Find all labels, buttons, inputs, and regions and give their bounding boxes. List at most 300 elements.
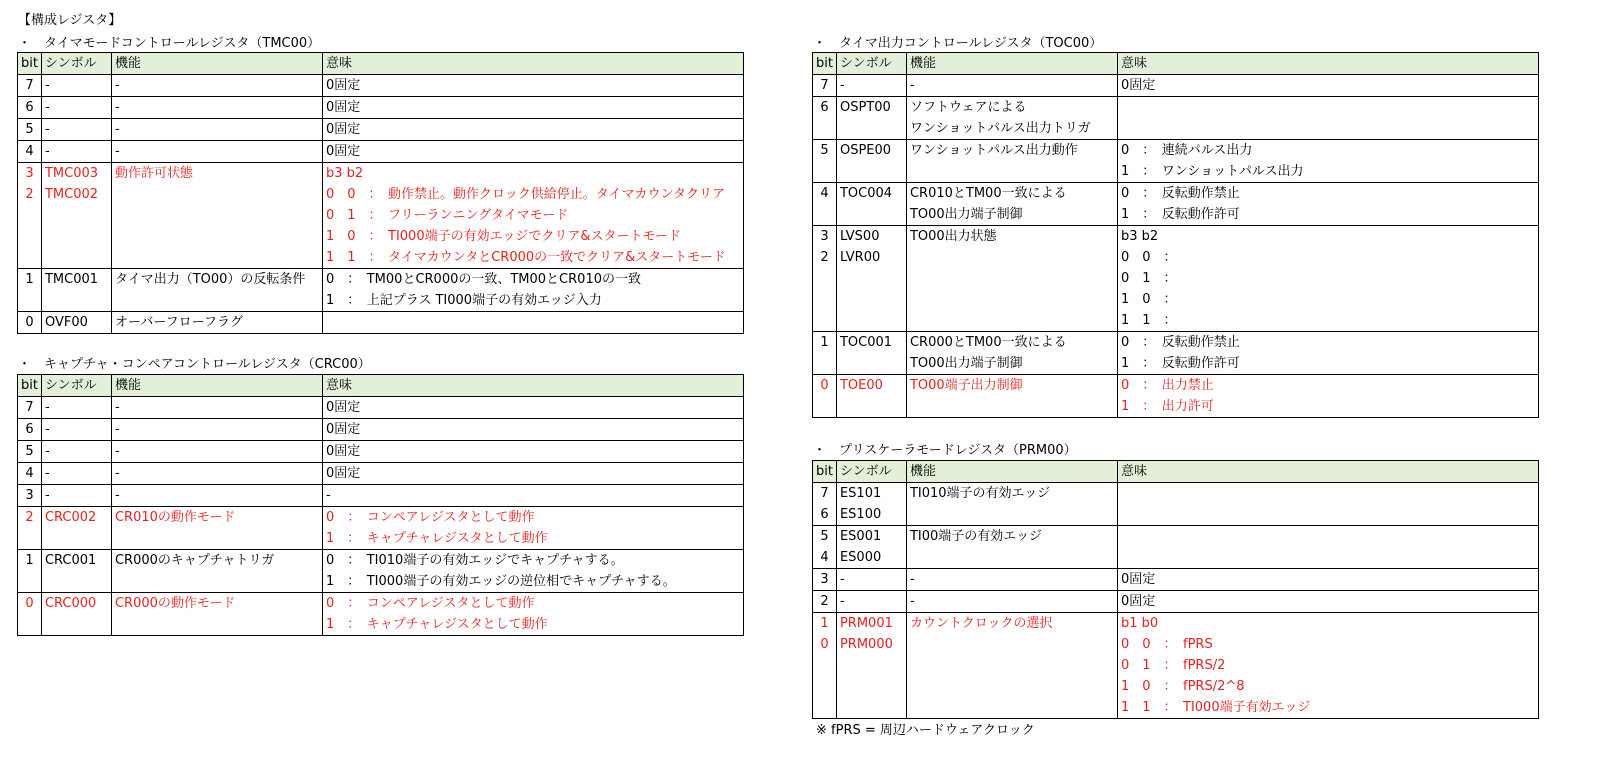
bit-cell [813, 526, 837, 569]
symbol-cell [836, 183, 906, 226]
table-row [18, 397, 744, 419]
bit-cell [18, 119, 42, 141]
cell-line: 4 [820, 550, 829, 565]
function-cell [906, 526, 1117, 569]
table-title: ・ キャプチャ・コンペアコントロールレジスタ（CRC00） [18, 357, 371, 372]
bit-cell [18, 269, 42, 312]
cell-line: 0 [820, 637, 829, 652]
bit-cell [813, 483, 837, 526]
cell-line: - [44, 444, 50, 459]
table-row [18, 75, 744, 97]
column-header: 機能 [906, 461, 1117, 483]
column-header: 機能 [111, 53, 322, 75]
meaning-cell [1117, 483, 1538, 526]
meaning-cell [322, 485, 743, 507]
symbol-cell [41, 141, 111, 163]
bit-cell [813, 569, 837, 591]
meaning-cell [322, 119, 743, 141]
cell-line: 0 [25, 596, 34, 611]
table-row [18, 141, 744, 163]
symbol-cell [836, 75, 906, 97]
register-table-crc00 [17, 374, 744, 636]
cell-line [326, 312, 740, 333]
cell-line: 4 [25, 466, 34, 481]
meaning-cell [1117, 183, 1538, 226]
cell-line: 5 [25, 122, 34, 137]
cell-line: - [44, 466, 50, 481]
symbol-cell [836, 483, 906, 526]
cell-line: CRC000 [44, 596, 97, 611]
column-header: bit [18, 375, 42, 397]
cell-line: オーバーフローフラグ [114, 315, 244, 330]
symbol-cell [41, 163, 111, 269]
table-row [18, 119, 744, 141]
bit-cell [18, 141, 42, 163]
cell-line: 0固定 [325, 400, 361, 415]
meaning-cell [322, 507, 743, 550]
bit-cell [813, 591, 837, 613]
table-row [18, 163, 744, 269]
function-cell [906, 97, 1117, 140]
bit-cell [813, 332, 837, 375]
cell-line: 0 0 ： fPRS [1120, 637, 1213, 652]
cell-line: - [909, 78, 915, 93]
cell-line: CR000とTM00一致による [909, 335, 1067, 350]
function-cell [111, 163, 322, 269]
meaning-cell [322, 97, 743, 119]
cell-line: 0 ： TI010端子の有効エッジでキャプチャする。 [325, 553, 624, 568]
table-row [813, 75, 1539, 97]
cell-line: 1 ： 出力許可 [1120, 399, 1214, 414]
cell-line: 6 [820, 507, 829, 522]
cell-line: 0 ： TM00とCR000の一致、TM00とCR010の一致 [325, 272, 641, 287]
cell-line: 0 1 ： フリーランニングタイマモード [325, 208, 569, 223]
bit-cell [813, 183, 837, 226]
section-title: 【構成レジスタ】 [18, 13, 122, 28]
cell-line: TOC004 [839, 186, 893, 201]
symbol-cell [836, 375, 906, 418]
meaning-cell [322, 463, 743, 485]
symbol-cell [41, 269, 111, 312]
header-row [18, 375, 744, 397]
cell-line: - [114, 78, 120, 93]
cell-line: LVS00 [839, 229, 880, 244]
cell-line: TMC003 [44, 166, 99, 181]
meaning-cell [1117, 97, 1538, 140]
cell-line: - [114, 144, 120, 159]
function-cell [906, 375, 1117, 418]
function-cell [906, 332, 1117, 375]
meaning-cell [1117, 332, 1538, 375]
cell-line: 1 ： 反転動作許可 [1120, 356, 1240, 371]
cell-line: 動作許可状態 [114, 166, 193, 181]
footnote: ※ fPRS = 周辺ハードウェアクロック [816, 723, 1035, 738]
column-header: シンボル [41, 53, 111, 75]
table-row [813, 97, 1539, 140]
symbol-cell [836, 332, 906, 375]
table-row [813, 226, 1539, 332]
table-row [18, 593, 744, 636]
function-cell [906, 591, 1117, 613]
cell-line: - [839, 78, 845, 93]
cell-line: カウントクロックの選択 [909, 616, 1053, 631]
column-header: シンボル [41, 375, 111, 397]
meaning-cell [1117, 569, 1538, 591]
symbol-cell [41, 463, 111, 485]
function-cell [111, 507, 322, 550]
function-cell [111, 119, 322, 141]
bit-cell [18, 485, 42, 507]
function-cell [906, 183, 1117, 226]
cell-line: - [44, 144, 50, 159]
cell-line: 0固定 [325, 122, 361, 137]
cell-line: 3 [820, 572, 829, 587]
table-row [813, 183, 1539, 226]
cell-line: TMC002 [44, 187, 99, 202]
cell-line: TMC001 [44, 272, 99, 287]
cell-line: - [325, 488, 331, 503]
meaning-cell [1117, 591, 1538, 613]
cell-line: PRM000 [839, 637, 893, 652]
symbol-cell [41, 97, 111, 119]
symbol-cell [41, 593, 111, 636]
cell-line: CR000のキャプチャトリガ [114, 553, 275, 568]
cell-line: ES001 [839, 529, 882, 544]
symbol-cell [836, 591, 906, 613]
symbol-cell [41, 550, 111, 593]
cell-line: 0 1 ： [1120, 271, 1177, 286]
cell-line: - [44, 400, 50, 415]
cell-line: 1 ： ワンショットパルス出力 [1120, 164, 1304, 179]
cell-line: PRM001 [839, 616, 893, 631]
table-row [18, 507, 744, 550]
meaning-cell [322, 550, 743, 593]
cell-line: 1 0 ： TI000端子の有効エッジでクリア&スタートモード [325, 229, 681, 244]
header-row [18, 53, 744, 75]
bit-cell [18, 550, 42, 593]
cell-line [1121, 483, 1535, 504]
cell-line: 4 [25, 144, 34, 159]
cell-line: 1 ： 上記プラス TI000端子の有効エッジ入力 [325, 293, 602, 308]
column-header: bit [18, 53, 42, 75]
cell-line: CR010の動作モード [114, 510, 236, 525]
cell-line: 1 [820, 335, 829, 350]
cell-line: LVR00 [839, 250, 881, 265]
cell-line: 0 [820, 378, 829, 393]
table-row [813, 613, 1539, 719]
bit-cell [813, 140, 837, 183]
function-cell [111, 312, 322, 334]
function-cell [111, 485, 322, 507]
cell-line [1121, 97, 1535, 118]
cell-line: b3 b2 [325, 166, 364, 181]
bit-cell [813, 226, 837, 332]
cell-line: ワンショットパルス出力トリガ [909, 121, 1091, 136]
cell-line: TO00端子出力制御 [909, 378, 1023, 393]
cell-line: 5 [820, 143, 829, 158]
symbol-cell [836, 97, 906, 140]
table-row [813, 569, 1539, 591]
cell-line: 3 [25, 488, 34, 503]
cell-line: 1 1 ： タイマカウンタとCR000の一致でクリア&スタートモード [325, 250, 726, 265]
cell-line: - [114, 122, 120, 137]
table-row [18, 463, 744, 485]
column-header: シンボル [836, 461, 906, 483]
column-header: 意味 [1117, 53, 1538, 75]
cell-line: - [44, 78, 50, 93]
cell-line: - [114, 488, 120, 503]
table-row [813, 332, 1539, 375]
cell-line: OSPE00 [839, 143, 892, 158]
function-cell [906, 613, 1117, 719]
cell-line: - [114, 400, 120, 415]
meaning-cell [1117, 526, 1538, 569]
table-row [813, 375, 1539, 418]
bit-cell [18, 397, 42, 419]
cell-line: 1 0 ： [1120, 292, 1177, 307]
cell-line: - [839, 594, 845, 609]
cell-line: 0 [25, 315, 34, 330]
cell-line: 7 [820, 486, 829, 501]
cell-line: 2 [25, 187, 34, 202]
function-cell [111, 141, 322, 163]
symbol-cell [836, 140, 906, 183]
column-header: 機能 [906, 53, 1117, 75]
bit-cell [18, 507, 42, 550]
cell-line: 0固定 [325, 78, 361, 93]
table-row [18, 312, 744, 334]
bit-cell [813, 75, 837, 97]
function-cell [111, 397, 322, 419]
function-cell [111, 550, 322, 593]
bit-cell [813, 375, 837, 418]
cell-line: CRC001 [44, 553, 97, 568]
function-cell [906, 483, 1117, 526]
cell-line: 3 [820, 229, 829, 244]
cell-line [1121, 526, 1535, 547]
cell-line: - [909, 594, 915, 609]
table-row [18, 550, 744, 593]
table-title: ・ プリスケーラモードレジスタ（PRM00） [813, 443, 1077, 458]
cell-line: 2 [25, 510, 34, 525]
cell-line: 0固定 [1120, 594, 1156, 609]
cell-line: 0 ： コンペアレジスタとして動作 [325, 510, 535, 525]
register-table-prm00 [812, 460, 1539, 719]
cell-line: 7 [820, 78, 829, 93]
column-header: 機能 [111, 375, 322, 397]
meaning-cell [1117, 140, 1538, 183]
cell-line: TOC001 [839, 335, 893, 350]
column-header: bit [813, 461, 837, 483]
symbol-cell [41, 485, 111, 507]
bit-cell [18, 593, 42, 636]
cell-line: 0固定 [325, 444, 361, 459]
function-cell [111, 441, 322, 463]
cell-line: - [114, 100, 120, 115]
cell-line: 0固定 [325, 422, 361, 437]
meaning-cell [322, 141, 743, 163]
function-cell [111, 75, 322, 97]
cell-line: b3 b2 [1120, 229, 1159, 244]
column-header: bit [813, 53, 837, 75]
cell-line: ソフトウェアによる [909, 100, 1027, 115]
symbol-cell [41, 312, 111, 334]
cell-line: ES000 [839, 550, 882, 565]
cell-line: OSPT00 [839, 100, 891, 115]
meaning-cell [322, 312, 743, 334]
bit-cell [18, 312, 42, 334]
function-cell [906, 75, 1117, 97]
cell-line: TI010端子の有効エッジ [909, 486, 1051, 501]
meaning-cell [322, 419, 743, 441]
bit-cell [813, 613, 837, 719]
cell-line: TO00出力端子制御 [909, 207, 1023, 222]
symbol-cell [41, 507, 111, 550]
cell-line: 1 [25, 272, 34, 287]
function-cell [111, 97, 322, 119]
cell-line: TO00出力状態 [909, 229, 997, 244]
meaning-cell [322, 441, 743, 463]
cell-line: 1 ： 反転動作許可 [1120, 207, 1240, 222]
register-table-tmc00 [17, 52, 744, 334]
cell-line: CR000の動作モード [114, 596, 236, 611]
table-row [18, 269, 744, 312]
cell-line: 6 [25, 422, 34, 437]
meaning-cell [1117, 375, 1538, 418]
meaning-cell [1117, 613, 1538, 719]
function-cell [906, 140, 1117, 183]
cell-line: - [839, 572, 845, 587]
cell-line: - [114, 444, 120, 459]
cell-line: 0固定 [325, 466, 361, 481]
symbol-cell [41, 441, 111, 463]
cell-line: 1 1 ： TI000端子有効エッジ [1120, 700, 1311, 715]
table-row [813, 483, 1539, 526]
cell-line: - [44, 488, 50, 503]
cell-line: 0 ： 出力禁止 [1120, 378, 1214, 393]
cell-line: 3 [25, 166, 34, 181]
column-header: 意味 [322, 53, 743, 75]
cell-line: 7 [25, 78, 34, 93]
cell-line: 1 [820, 616, 829, 631]
table-row [813, 526, 1539, 569]
bit-cell [18, 441, 42, 463]
meaning-cell [322, 269, 743, 312]
table-row [18, 485, 744, 507]
table-title: ・ タイマモードコントロールレジスタ（TMC00） [18, 36, 321, 51]
symbol-cell [41, 119, 111, 141]
table-title: ・ タイマ出力コントロールレジスタ（TOC00） [813, 36, 1103, 51]
column-header: 意味 [322, 375, 743, 397]
register-table-toc00 [812, 52, 1539, 418]
symbol-cell [41, 419, 111, 441]
cell-line: ワンショットパルス出力動作 [909, 143, 1078, 158]
cell-line: 0固定 [325, 144, 361, 159]
cell-line: - [114, 466, 120, 481]
cell-line: 2 [820, 250, 829, 265]
symbol-cell [41, 397, 111, 419]
cell-line: 6 [820, 100, 829, 115]
cell-line: 0 ： 連続パルス出力 [1120, 143, 1253, 158]
cell-line: 0 ： 反転動作禁止 [1120, 335, 1240, 350]
cell-line: b1 b0 [1120, 616, 1159, 631]
bit-cell [18, 75, 42, 97]
cell-line: 7 [25, 400, 34, 415]
function-cell [111, 593, 322, 636]
bit-cell [18, 419, 42, 441]
cell-line: 0 ： 反転動作禁止 [1120, 186, 1240, 201]
cell-line: タイマ出力（TO00）の反転条件 [114, 272, 306, 287]
table-row [18, 97, 744, 119]
cell-line: 1 0 ： fPRS/2^8 [1120, 679, 1245, 694]
table-row [18, 419, 744, 441]
function-cell [111, 269, 322, 312]
function-cell [111, 463, 322, 485]
meaning-cell [1117, 75, 1538, 97]
cell-line: 0固定 [325, 100, 361, 115]
bit-cell [18, 97, 42, 119]
cell-line: - [44, 422, 50, 437]
cell-line: 0 ： コンペアレジスタとして動作 [325, 596, 535, 611]
cell-line: 1 ： キャプチャレジスタとして動作 [325, 531, 548, 546]
function-cell [906, 226, 1117, 332]
cell-line: TO00出力端子制御 [909, 356, 1023, 371]
table-row [813, 591, 1539, 613]
symbol-cell [836, 526, 906, 569]
header-row [813, 461, 1539, 483]
function-cell [111, 419, 322, 441]
meaning-cell [322, 593, 743, 636]
cell-line: 2 [820, 594, 829, 609]
cell-line: 4 [820, 186, 829, 201]
symbol-cell [836, 613, 906, 719]
cell-line: 1 ： キャプチャレジスタとして動作 [325, 617, 548, 632]
cell-line: 0固定 [1120, 78, 1156, 93]
cell-line: TOE00 [839, 378, 883, 393]
column-header: 意味 [1117, 461, 1538, 483]
meaning-cell [1117, 226, 1538, 332]
cell-line: OVF00 [44, 315, 88, 330]
cell-line: TI00端子の有効エッジ [909, 529, 1043, 544]
cell-line: - [44, 122, 50, 137]
cell-line: - [909, 572, 915, 587]
cell-line: 1 ： TI000端子の有効エッジの逆位相でキャプチャする。 [325, 574, 676, 589]
cell-line: CRC002 [44, 510, 97, 525]
table-row [813, 140, 1539, 183]
cell-line: 0 0 ： [1120, 250, 1177, 265]
cell-line: 5 [820, 529, 829, 544]
symbol-cell [836, 569, 906, 591]
cell-line: 1 [25, 553, 34, 568]
symbol-cell [41, 75, 111, 97]
meaning-cell [322, 75, 743, 97]
cell-line: 0 0 ： 動作禁止。動作クロック供給停止。タイマカウンタクリア [325, 187, 725, 202]
cell-line: 5 [25, 444, 34, 459]
symbol-cell [836, 226, 906, 332]
cell-line: CR010とTM00一致による [909, 186, 1067, 201]
cell-line: - [114, 422, 120, 437]
header-row [813, 53, 1539, 75]
meaning-cell [322, 397, 743, 419]
cell-line: 0固定 [1120, 572, 1156, 587]
table-row [18, 441, 744, 463]
cell-line: 6 [25, 100, 34, 115]
cell-line: ES101 [839, 486, 882, 501]
bit-cell [18, 463, 42, 485]
column-header: シンボル [836, 53, 906, 75]
function-cell [906, 569, 1117, 591]
cell-line: 0 1 ： fPRS/2 [1120, 658, 1226, 673]
